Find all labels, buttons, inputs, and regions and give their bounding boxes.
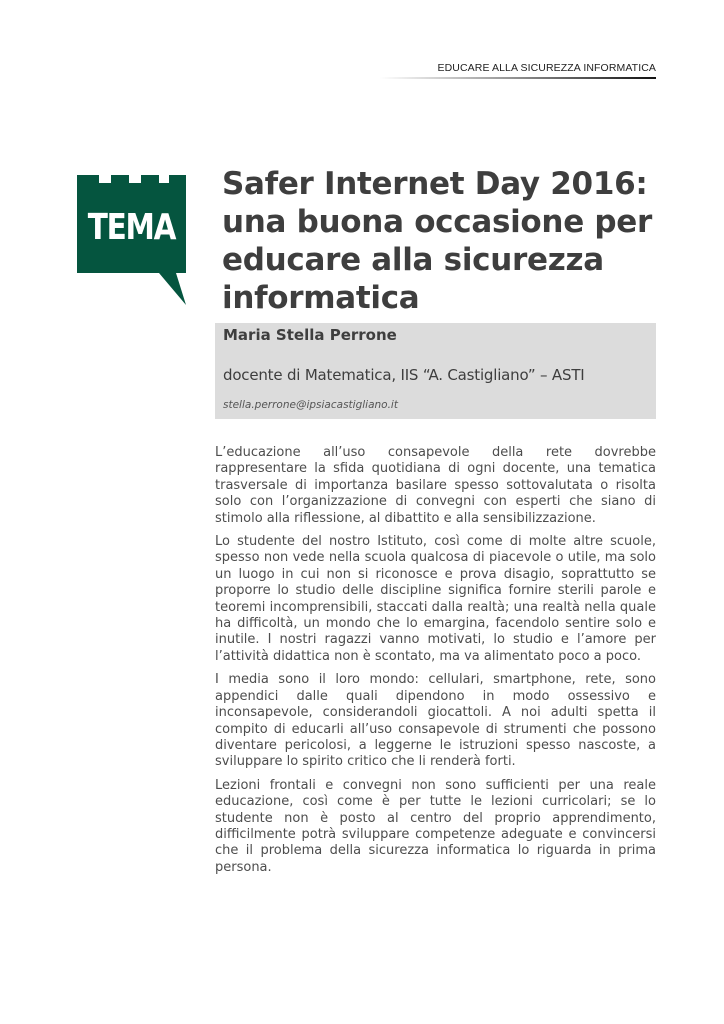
author-name: Maria Stella Perrone (223, 326, 397, 344)
author-email: stella.perrone@ipsiacastigliano.it (223, 399, 398, 411)
paragraph: Lezioni frontali e convegni non sono sufficienti per una reale educazione, così come è per tutte le lezioni curricolari; se lo studente non è posto al centro del proprio apprendimento, difficilmente potrà sviluppare competenze adeguate e convincersi che il problema della sicurezza informatica lo riguarda in prima persona. (215, 777, 656, 875)
article-body (215, 445, 656, 883)
running-header: EDUCARE ALLA SICUREZZA INFORMATICA (437, 62, 656, 74)
paragraph: Lo studente del nostro Istituto, così come di molte altre scuole, spesso non vede nella scuola qualcosa di piacevole o utile, ma solo un luogo in cui non si riconosce e prova disagio, soprattutto se proporre lo studio delle discipline significa fornire sterili parole e teoremi incomprensibili, staccati dalla realtà; una realtà nella quale ha difficoltà, un mondo che lo emargina, facendolo sentire solo e inutile. I nostri ragazzi vanno motivati, lo studio e l’amore per l’attività didattica non è scontato, ma va alimentato poco a poco. (215, 534, 656, 664)
tema-label: TEMA (87, 207, 176, 248)
article-title: Safer Internet Day 2016: una buona occasione per educare alla sicurezza informatica (222, 166, 653, 316)
tema-logo (77, 175, 192, 305)
author-role: docente di Matematica, IIS “A. Castigliano” – ASTI (223, 366, 585, 384)
header-rule (380, 77, 656, 79)
paragraph: I media sono il loro mondo: cellulari, smartphone, rete, sono appendici dalle quali dipendono in modo ossessivo e inconsapevole, considerandoli giocattoli. A noi adulti spetta il compito di educarli all’uso consapevole di strumenti che possono diventare pericolosi, a leggerne le istruzioni spesso nascoste, a sviluppare lo spirito critico che li renderà forti. (215, 672, 656, 770)
author-box (215, 323, 656, 419)
paragraph: L’educazione all’uso consapevole della rete dovrebbe rappresentare la sfida quotidiana di ogni docente, una tematica trasversale di importanza basilare spesso sottovalutata o risolta solo con l’organizzazione di convegni con esperti che siano di stimolo alla riflessione, al dibattito e alla sensibilizzazione. (215, 445, 656, 526)
